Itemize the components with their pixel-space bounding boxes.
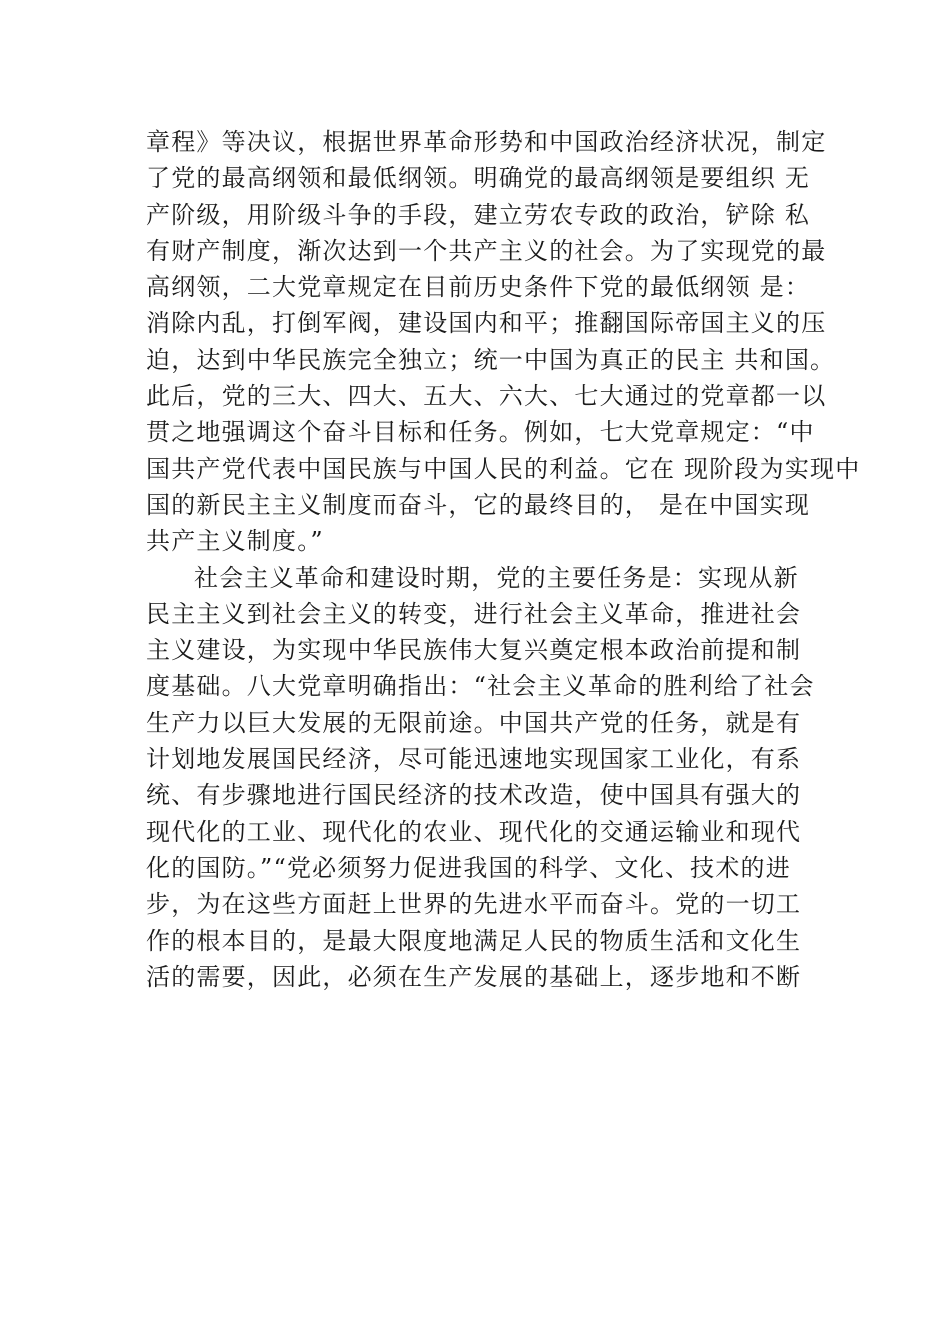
text-line: 贯之地强调这个奋斗目标和任务。例如，七大党章规定：“中 xyxy=(146,418,815,447)
text-line: 共产主义制度。” xyxy=(146,527,324,556)
text-line: 步，为在这些方面赶上世界的先进水平而奋斗。党的一切工 xyxy=(146,890,802,919)
paragraph-1 xyxy=(146,124,861,560)
text-line: 国共产党代表中国民族与中国人民的利益。它在 现阶段为实现中 xyxy=(146,454,861,483)
text-line: 消除内乱，打倒军阀，建设国内和平；推翻国际帝国主义的压 xyxy=(146,309,827,338)
text-line: 迫，达到中华民族完全独立；统一中国为真正的民主 共和国。 xyxy=(146,345,836,374)
text-line: 高纲领，二大党章规定在目前历史条件下党的最低纲领 是： xyxy=(146,273,811,302)
text-line: 统、有步骤地进行国民经济的技术改造，使中国具有强大的 xyxy=(146,781,802,810)
paragraph-2 xyxy=(146,560,836,996)
text-line: 现代化的工业、现代化的农业、现代化的交通运输业和现代 xyxy=(146,817,802,846)
text-line: 了党的最高纲领和最低纲领。明确党的最高纲领是要组织 无 xyxy=(146,164,811,193)
text-line: 产阶级，用阶级斗争的手段，建立劳农专政的政治，铲除 私 xyxy=(146,200,811,229)
text-line: 此后，党的三大、四大、五大、六大、七大通过的党章都一以 xyxy=(146,382,827,411)
text-line: 度基础。八大党章明确指出：“社会主义革命的胜利给了社会 xyxy=(146,672,815,701)
text-line-first: 社会主义革命和建设时期，党的主要任务是：实现从新 xyxy=(194,563,799,592)
text-line: 生产力以巨大发展的无限前途。中国共产党的任务，就是有 xyxy=(146,708,802,737)
text-line: 作的根本目的，是最大限度地满足人民的物质生活和文化生 xyxy=(146,926,802,955)
text-line: 章程》等决议，根据世界革命形势和中国政治经济状况，制定 xyxy=(146,128,827,156)
text-line: 主义建设，为实现中华民族伟大复兴奠定根本政治前提和制 xyxy=(146,636,802,665)
text-line: 化的国防。”“党必须努力促进我国的科学、文化、技术的进 xyxy=(146,853,791,882)
text-line: 有财产制度，渐次达到一个共产主义的社会。为了实现党的最 xyxy=(146,236,827,265)
text-line: 国的新民主主义制度而奋斗，它的最终目的， 是在中国实现 xyxy=(146,490,811,519)
text-line: 活的需要，因此，必须在生产发展的基础上，逐步地和不断 xyxy=(146,962,802,991)
text-line: 计划地发展国民经济，尽可能迅速地实现国家工业化，有系 xyxy=(146,745,802,774)
text-line: 民主主义到社会主义的转变，进行社会主义革命，推进社会 xyxy=(146,599,802,628)
document-body xyxy=(146,124,861,995)
